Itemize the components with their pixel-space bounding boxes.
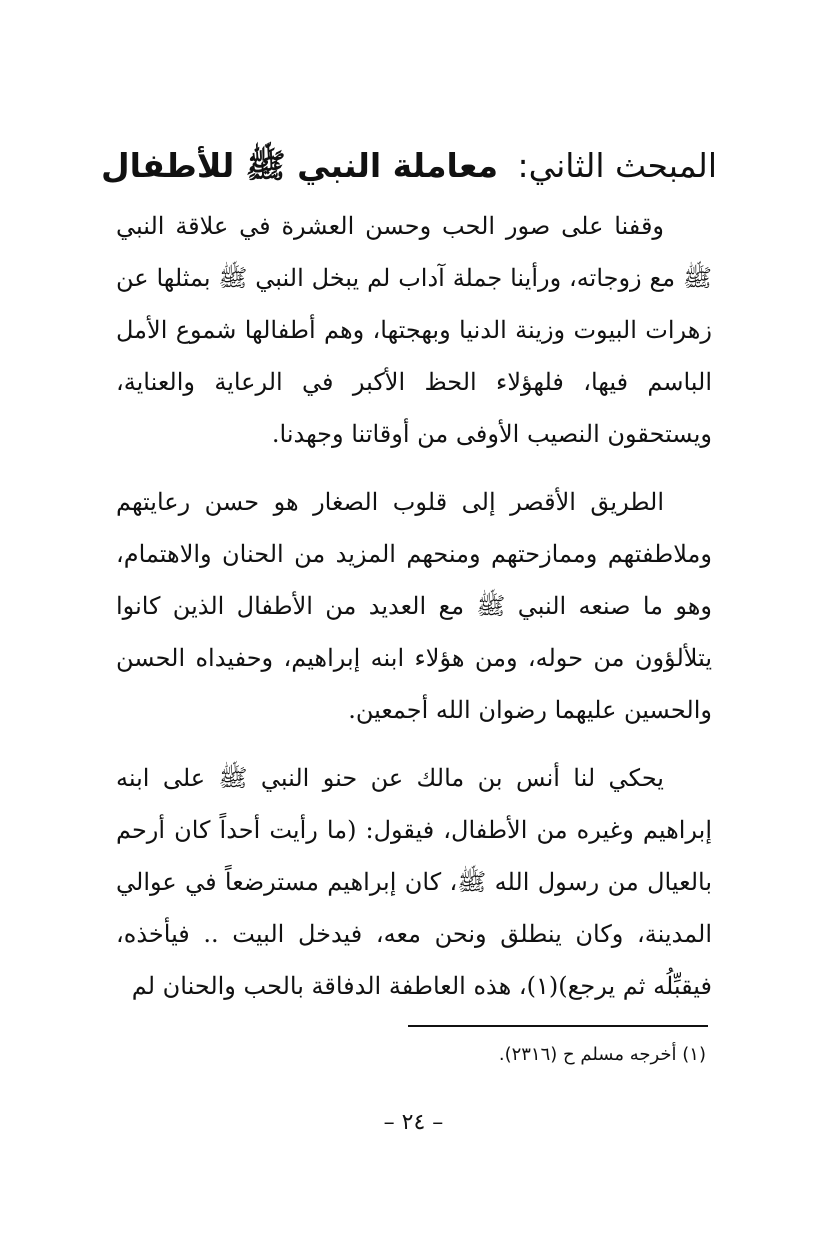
paragraph-3: يحكي لنا أنس بن مالك عن حنو النبي ﷺ على ابنه إبراهيم وغيره من الأطفال، فيقول: (ما رأيت أحداً كان أرحم بالعيال من رسول الله ﷺ، كان إبراهيم مسترضعاً في عوالي المدينة، وكان ينطلق ونحن معه، فيدخل البيت .. فيأخذه، فيقبِّلُه ثم يرجع)(١)، هذه العاطفة الدفاقة بالحب والحنان لم [116, 764, 712, 1000]
section-label: المبحث الثاني: [517, 146, 717, 186]
section-title: معاملة النبي ﷺ للأطفال [100, 146, 498, 186]
section-heading [100, 140, 717, 192]
footnote: (١) أخرجه مسلم ح (٢٣١٦). [498, 1044, 706, 1065]
paragraph-2: الطريق الأقصر إلى قلوب الصغار هو حسن رعايتهم وملاطفتهم وممازحتهم ومنحهم المزيد من الحنان والاهتمام، وهو ما صنعه النبي ﷺ مع العديد من الأطفال الذين كانوا يتلألؤون من حوله، ومن هؤلاء ابنه إبراهيم، وحفيداه الحسن والحسين عليهما رضوان الله أجمعين. [116, 488, 712, 724]
footnote-divider [408, 1025, 708, 1027]
body-text [116, 200, 712, 1028]
page-number: – ٢٤ – [383, 1110, 444, 1135]
paragraph-1: وقفنا على صور الحب وحسن العشرة في علاقة النبي ﷺ مع زوجاته، ورأينا جملة آداب لم يبخل النبي ﷺ بمثلها عن زهرات البيوت وزينة الدنيا وبهجتها، وهم أطفالها شموع الأمل الباسم فيها، فلهؤلاء الحظ الأكبر في الرعاية والعناية، ويستحقون النصيب الأوفى من أوقاتنا وجهدنا. [116, 212, 712, 448]
